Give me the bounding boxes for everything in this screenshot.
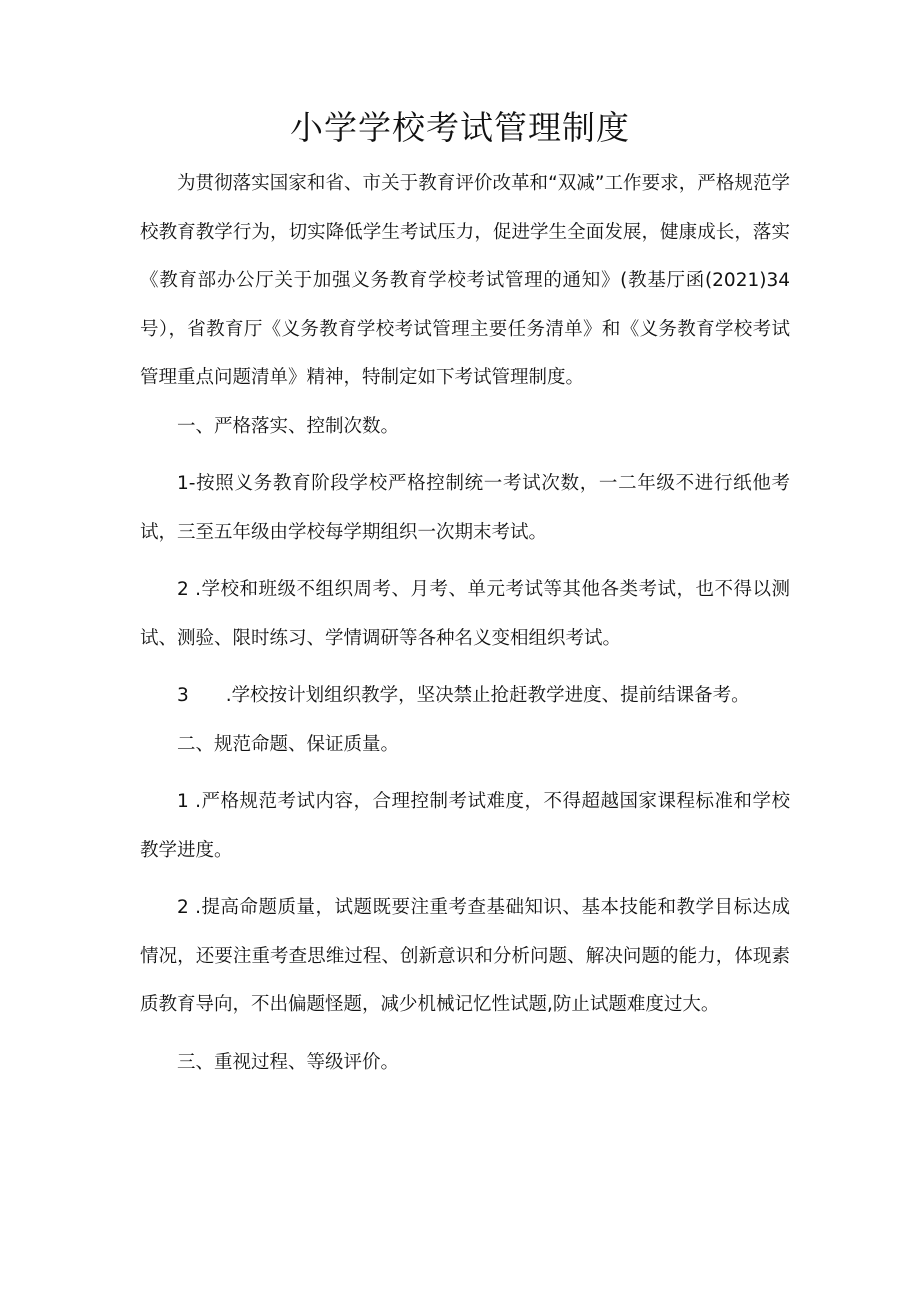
- section-1-item-3: 3 .学校按计划组织教学，坚决禁止抢赶教学进度、提前结课备考。: [177, 685, 750, 706]
- spacer: [140, 1030, 790, 1039]
- section-2-heading: 二、规范命题、保证质量。: [177, 733, 400, 755]
- spacer: [140, 769, 790, 778]
- section-3-heading: 三、重视过程、等级评价。: [177, 1051, 400, 1073]
- section-1-item-1: 1-按照义务教育阶段学校严格控制统一考试次数，一二年级不进行纸他考试，三至五年级由学校每学期组织一次期末考试。: [140, 473, 790, 543]
- spacer: [140, 663, 790, 672]
- spacer: [140, 557, 790, 566]
- spacer: [140, 875, 790, 884]
- section-1-heading: 一、严格落实、控制次数。: [177, 415, 400, 437]
- section-2-item-1: 1 .严格规范考试内容，合理控制考试难度，不得超越国家课程标准和学校教学进度。: [140, 791, 790, 861]
- document-body: [140, 160, 790, 1087]
- section-2-item-2: 2 .提高命题质量，试题既要注重考查基础知识、基本技能和教学目标达成情况，还要注重考查思维过程、创新意识和分析问题、解决问题的能力，体现素质教育导向，不出偏题怪题，减少机械记忆性试题,防止试题难度过大。: [140, 897, 790, 1015]
- document-title: 小学学校考试管理制度: [290, 108, 630, 147]
- spacer: [140, 451, 790, 460]
- section-1-item-2: 2 .学校和班级不组织周考、月考、单元考试等其他各类考试，也不得以测试、测验、限时练习、学情调研等各种名义变相组织考试。: [140, 579, 790, 649]
- intro-paragraph: 为贯彻落实国家和省、市关于教育评价改革和“双减”工作要求，严格规范学校教育教学行为，切实降低学生考试压力，促进学生全面发展，健康成长，落实《教育部办公厅关于加强义务教育学校考试管理的通知》(教基厅函(2021)34号），省教育厅《义务教育学校考试管理主要任务清单》和《义务教育学校考试管理重点问题清单》精神，特制定如下考试管理制度。: [140, 173, 790, 388]
